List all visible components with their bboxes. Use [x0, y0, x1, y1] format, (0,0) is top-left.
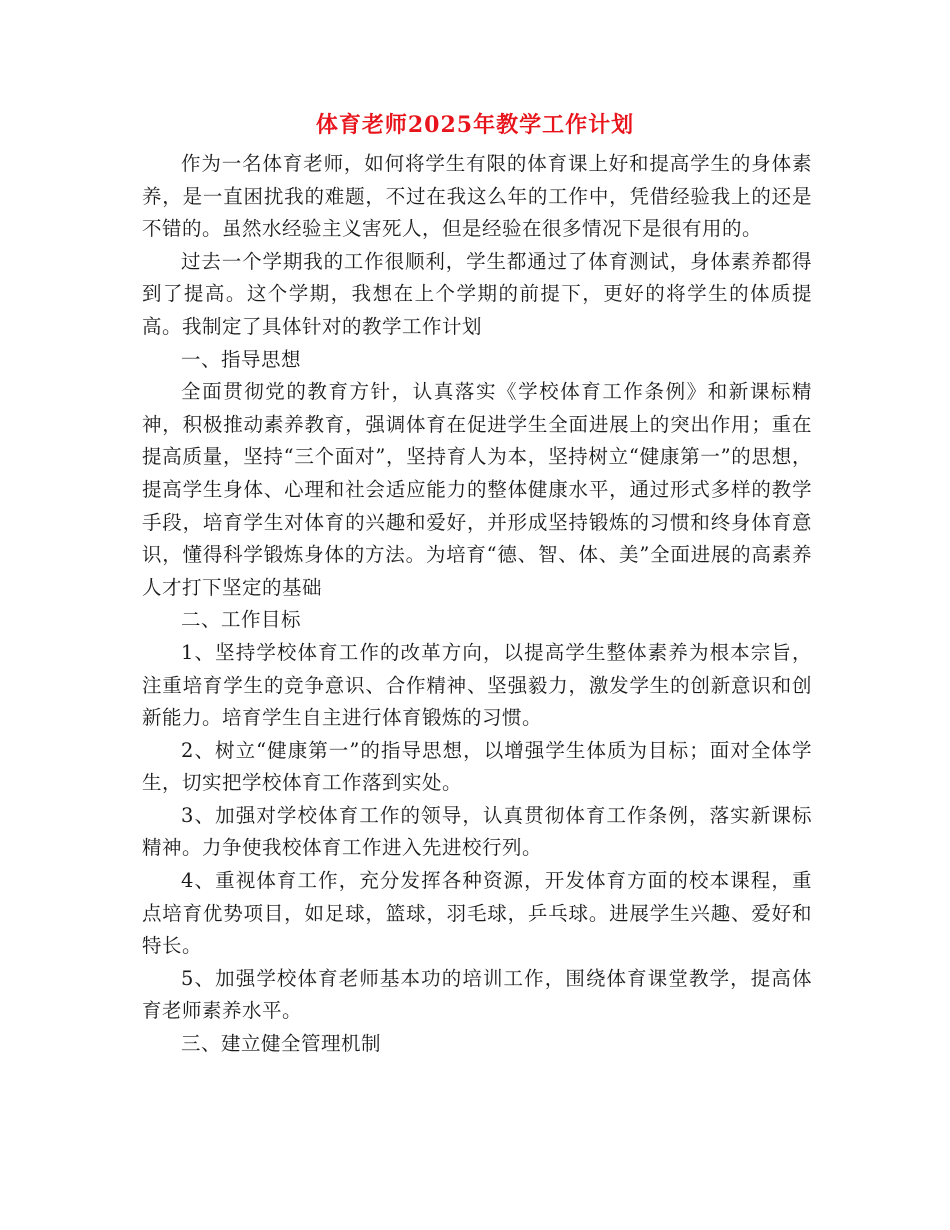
intro-paragraph: 作为一名体育老师，如何将学生有限的体育课上好和提高学生的身体素养，是一直困扰我的难题，不过在我这么年的工作中，凭借经验我上的还是不错的。虽然水经验主义害死人，但是经验在很多情况下是很有用的。 — [142, 152, 812, 241]
section-heading-management: 三、建立健全管理机制 — [181, 1032, 382, 1056]
goal-item-3: 3、加强对学校体育工作的领导，认真贯彻体育工作条例，落实新课标精神。力争使我校体育工作进入先进校行列。 — [142, 803, 812, 860]
goal-item-5: 5、加强学校体育老师基本功的培训工作，围绕体育课堂教学，提高体育老师素养水平。 — [142, 966, 812, 1023]
review-paragraph: 过去一个学期我的工作很顺利，学生都通过了体育测试，身体素养都得到了提高。这个学期，我想在上个学期的前提下，更好的将学生的体质提高。我制定了具体针对的教学工作计划 — [142, 249, 812, 338]
goal-item-4: 4、重视体育工作，充分发挥各种资源，开发体育方面的校本课程，重点培育优势项目，如足球，篮球，羽毛球，乒乓球。进展学生兴趣、爱好和特长。 — [142, 869, 812, 958]
guiding-ideology-paragraph: 全面贯彻党的教育方针，认真落实《学校体育工作条例》和新课标精神，积极推动素养教育，强调体育在促进学生全面进展上的突出作用；重在提高质量，坚持“三个面对”，坚持育人为本，坚持树立“健康第一”的思想，提高学生身体、心理和社会适应能力的整体健康水平，通过形式多样的教学手段，培育学生对体育的兴趣和爱好，并形成坚持锻炼的习惯和终身体育意识，懂得科学锻炼身体的方法。为培育“德、智、体、美”全面进展的高素养人才打下坚定的基础 — [142, 380, 812, 599]
goal-item-1: 1、坚持学校体育工作的改革方向，以提高学生整体素养为根本宗旨，注重培育学生的竞争意识、合作精神、坚强毅力，激发学生的创新意识和创新能力。培育学生自主进行体育锻炼的习惯。 — [142, 640, 812, 730]
document-title: 体育老师2025年教学工作计划 — [315, 112, 635, 138]
section-heading-work-goals: 二、工作目标 — [181, 608, 302, 632]
document-body — [142, 148, 812, 1061]
section-heading-guiding-ideology: 一、指导思想 — [181, 347, 302, 371]
goal-item-2: 2、树立“健康第一”的指导思想，以增强学生体质为目标；面对全体学生，切实把学校体育工作落到实处。 — [142, 738, 812, 795]
